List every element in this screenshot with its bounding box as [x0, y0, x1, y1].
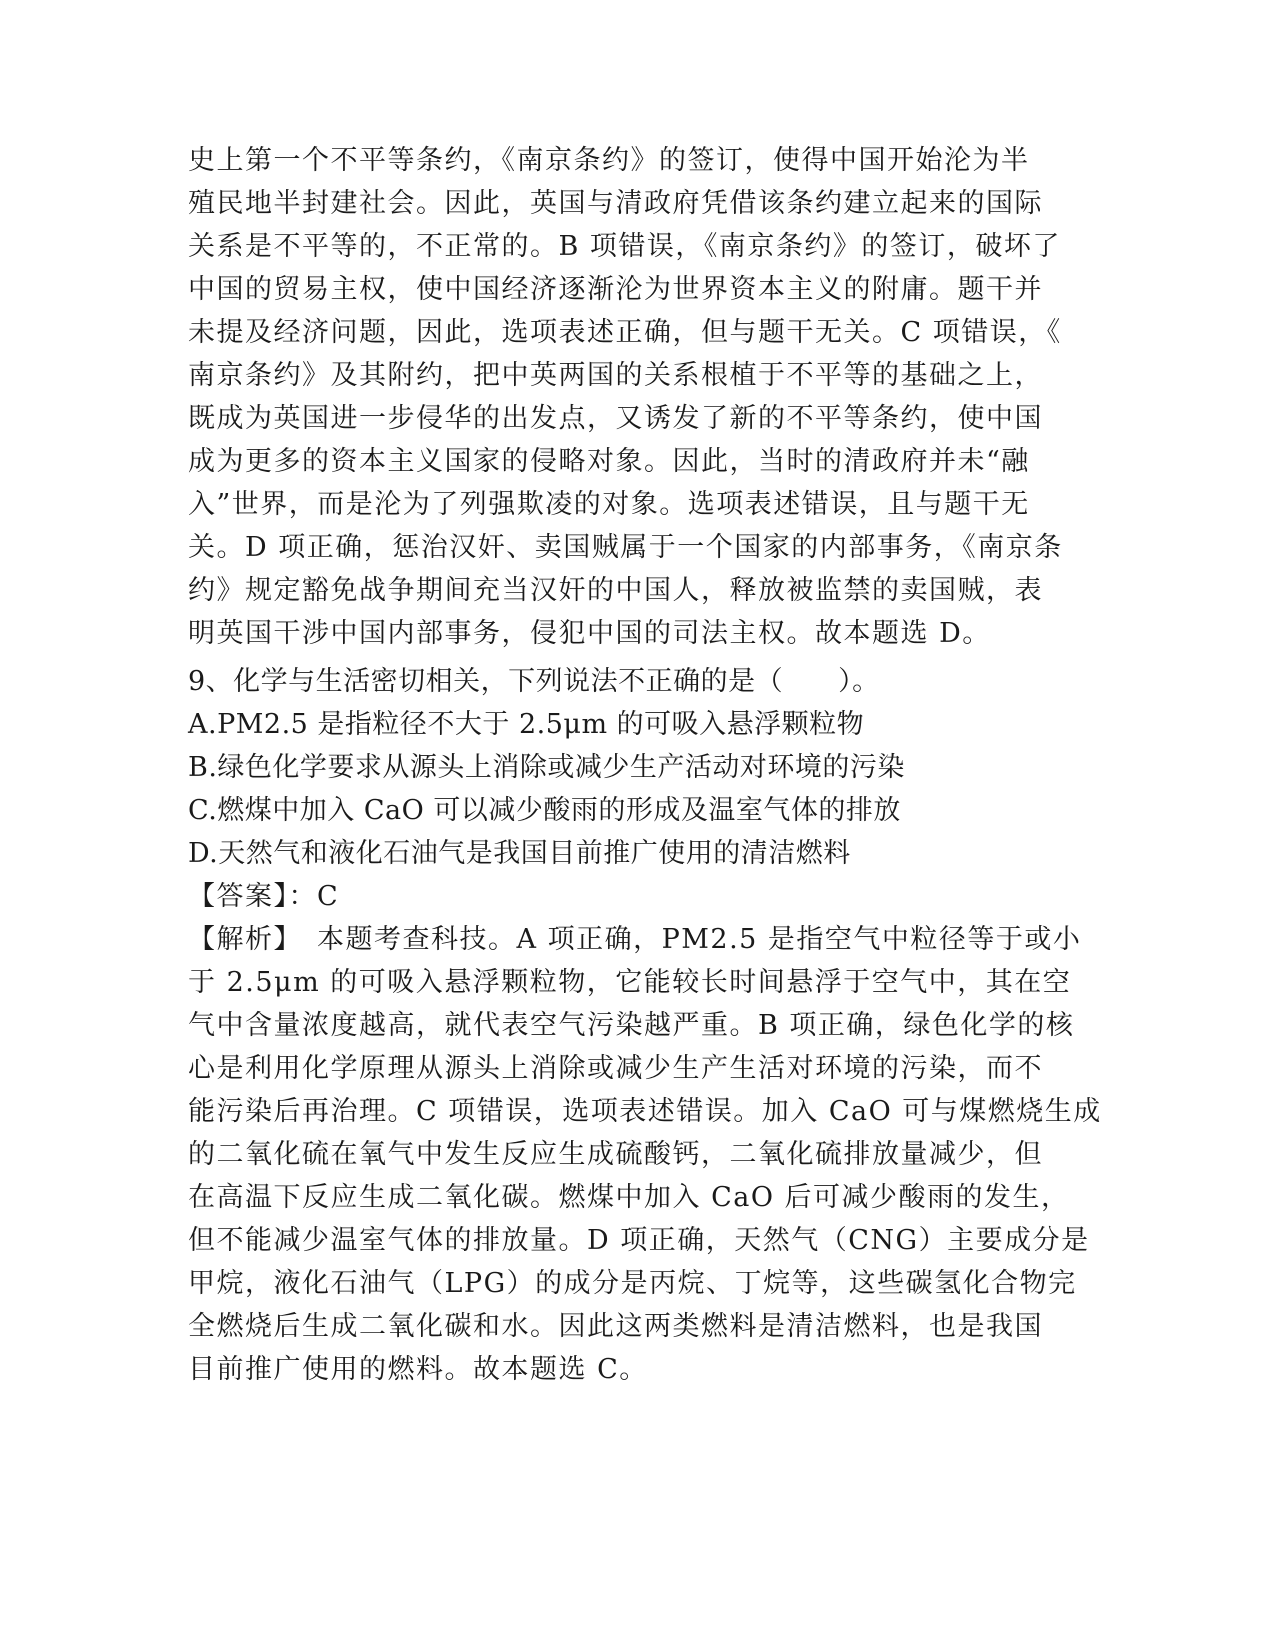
explanation-line: 全燃烧后生成二氧化碳和水。因此这两类燃料是清洁燃料，也是我国 [188, 1311, 1043, 1342]
question-stem: 9、化学与生活密切相关，下列说法不正确的是（ ）。 [188, 666, 880, 697]
explanation-line: 【解析】 本题考查科技。A 项正确，PM2.5 是指空气中粒径等于或小 [188, 924, 1082, 955]
option-c: C.燃煤中加入 CaO 可以减少酸雨的形成及温室气体的排放 [188, 795, 901, 826]
explanation-line: 的二氧化硫在氧气中发生反应生成硫酸钙，二氧化硫排放量减少，但 [188, 1139, 1043, 1170]
explanation-line: 中国的贸易主权，使中国经济逐渐沦为世界资本主义的附庸。题干并 [188, 274, 1043, 305]
explanation-line: 约》规定豁免战争期间充当汉奸的中国人，释放被监禁的卖国贼，表 [188, 575, 1043, 606]
explanation-line: 入”世界，而是沦为了列强欺凌的对象。选项表述错误，且与题干无 [188, 489, 1030, 520]
explanation-line: 气中含量浓度越高，就代表空气污染越严重。B 项正确，绿色化学的核 [188, 1010, 1075, 1041]
explanation-line: 在高温下反应生成二氧化碳。燃煤中加入 CaO 后可减少酸雨的发生， [188, 1182, 1070, 1213]
explanation-line: 史上第一个不平等条约，《南京条约》的签订，使得中国开始沦为半 [188, 145, 1030, 176]
explanation-line: 心是利用化学原理从源头上消除或减少生产生活对环境的污染，而不 [188, 1053, 1043, 1084]
explanation-line: 关系是不平等的，不正常的。B 项错误，《南京条约》的签订，破坏了 [188, 231, 1061, 262]
explanation-line: 成为更多的资本主义国家的侵略对象。因此，当时的清政府并未“融 [188, 446, 1030, 477]
explanation-line: 明英国干涉中国内部事务，侵犯中国的司法主权。故本题选 D。 [188, 618, 991, 649]
option-b: B.绿色化学要求从源头上消除或减少生产活动对环境的污染 [188, 752, 905, 783]
explanation-line: 未提及经济问题，因此，选项表述正确，但与题干无关。C 项错误，《 [188, 317, 1062, 348]
explanation-line: 关。D 项正确，惩治汉奸、卖国贼属于一个国家的内部事务，《南京条 [188, 532, 1063, 563]
explanation-line: 于 2.5μm 的可吸入悬浮颗粒物，它能较长时间悬浮于空气中，其在空 [188, 967, 1072, 998]
explanation-line: 既成为英国进一步侵华的出发点，又诱发了新的不平等条约，使中国 [188, 403, 1043, 434]
option-d: D.天然气和液化石油气是我国目前推广使用的清洁燃料 [188, 838, 851, 869]
option-a: A.PM2.5 是指粒径不大于 2.5μm 的可吸入悬浮颗粒物 [188, 709, 865, 740]
explanation-line: 目前推广使用的燃料。故本题选 C。 [188, 1354, 648, 1385]
explanation-line: 能污染后再治理。C 项错误，选项表述错误。加入 CaO 可与煤燃烧生成 [188, 1096, 1102, 1127]
explanation-line: 甲烷，液化石油气（LPG）的成分是丙烷、丁烷等，这些碳氢化合物完 [188, 1268, 1077, 1299]
explanation-line: 但不能减少温室气体的排放量。D 项正确，天然气（CNG）主要成分是 [188, 1225, 1090, 1256]
explanation-line: 殖民地半封建社会。因此，英国与清政府凭借该条约建立起来的国际 [188, 188, 1043, 219]
answer-line: 【答案】：C [188, 881, 340, 912]
explanation-line: 南京条约》及其附约，把中英两国的关系根植于不平等的基础之上， [188, 360, 1043, 391]
